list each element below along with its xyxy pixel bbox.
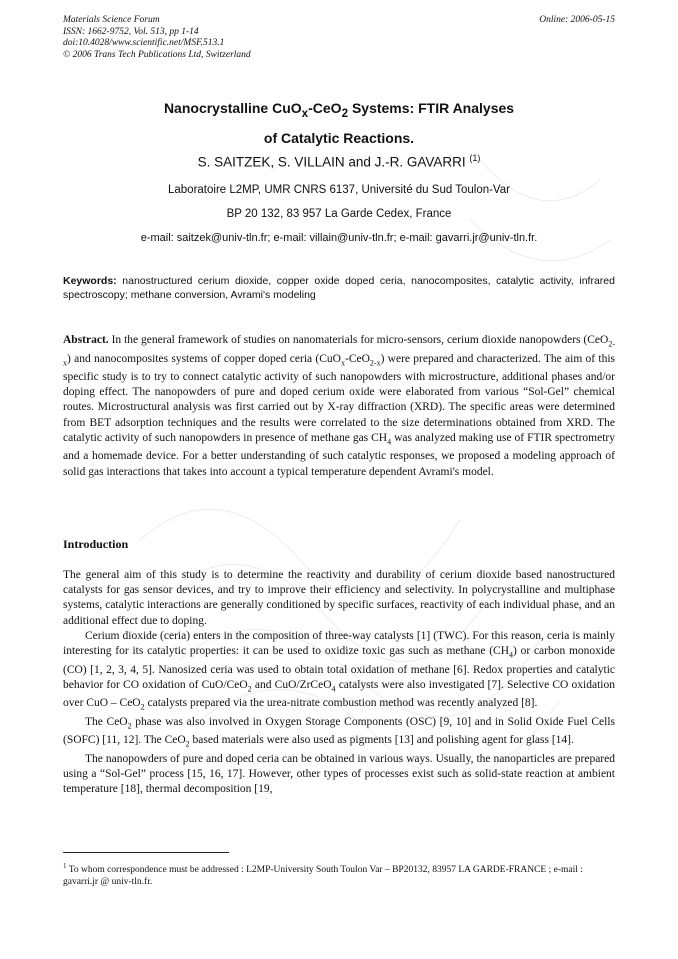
- text: The CeO: [85, 715, 128, 728]
- text: phase was also involved in Oxygen Storage Components (OSC) [9, 10] and in Solid Oxide Fuel Cells (SOFC) [11, 12]. The CeO: [63, 715, 615, 747]
- subscript: 4: [509, 650, 513, 660]
- issn-line: ISSN: 1662-9752, Vol. 513, pp 1-14: [63, 26, 199, 37]
- abstract-label: Abstract.: [63, 334, 109, 346]
- subscript: 2: [185, 739, 190, 749]
- text: based materials were also used as pigments [13] and polishing agent for glass [14].: [189, 734, 574, 747]
- subscript: x: [340, 357, 345, 367]
- section-heading-introduction: Introduction: [63, 537, 129, 551]
- author-footnote-mark: (1): [469, 153, 481, 163]
- abstract-text: -CeO: [344, 352, 370, 365]
- author-names: S. SAITZEK, S. VILLAIN and J.-R. GAVARRI: [197, 154, 466, 170]
- subscript: 2: [140, 702, 145, 712]
- text: ) or carbon monoxide (CO) [1, 2, 3, 4, 5]. Nanosized ceria was used to obtain total oxidation of methane [6]. Redox properties and catalytic behavior for CO oxidation of CuO/CeO: [63, 645, 615, 691]
- copyright-line: © 2006 Trans Tech Publications Ltd, Switzerland: [63, 49, 251, 60]
- doi-line: doi:10.4028/www.scientific.net/MSF.513.1: [63, 38, 225, 48]
- title-part: Systems: FTIR Analyses: [348, 100, 515, 116]
- affiliation-line-1: Laboratoire L2MP, UMR CNRS 6137, Université du Sud Toulon-Var: [168, 184, 510, 196]
- keywords-text: nanostructured cerium dioxide, copper oxide doped ceria, nanocomposites, catalytic activity, infrared spectroscopy; methane conversion, Avrami's modeling: [63, 275, 615, 301]
- text: catalysts were also investigated [7]. Selective CO oxidation over CuO – CeO: [63, 678, 615, 710]
- subscript: 4: [387, 437, 392, 447]
- introduction-body: [63, 568, 615, 797]
- journal-name: Materials Science Forum: [63, 15, 160, 25]
- subscript: 2-x: [369, 357, 381, 367]
- footnote-divider: [63, 852, 229, 853]
- abstract-text: In the general framework of studies on nanomaterials for micro-sensors, cerium dioxide nanopowders (CeO: [108, 334, 609, 346]
- subscript: 4: [331, 684, 336, 694]
- paragraph: [63, 629, 615, 715]
- paragraph: [63, 715, 615, 752]
- text: Cerium dioxide (ceria) enters in the composition of three-way catalysts [1] (TWC). For this reason, ceria is mainly interesting for its catalytic properties: it can be used to oxidize toxic gas such as methane (CH: [63, 629, 615, 658]
- title-part: Nanocrystalline CuO: [163, 100, 302, 116]
- keywords-label: Keywords:: [63, 275, 117, 287]
- title-subscript: 2: [341, 106, 349, 120]
- subscript: 2: [127, 721, 132, 731]
- author-emails: e-mail: saitzek@univ-tln.fr; e-mail: villain@univ-tln.fr; e-mail: gavarri.jr@univ-tln.fr.: [140, 232, 538, 244]
- abstract: [63, 333, 615, 480]
- footnote: [63, 860, 615, 888]
- subscript: 2-x: [63, 339, 615, 367]
- paper-title: [63, 96, 615, 151]
- title-subscript: x: [301, 106, 309, 120]
- journal-header: [63, 15, 615, 61]
- affiliation-line-2: BP 20 132, 83 957 La Garde Cedex, France: [226, 208, 452, 220]
- abstract-text: ) were prepared and characterized. The aim of this specific study is to try to connect catalytic activity of such nanopowders with microstructure, additional phases and/or doping effect. The nanopowders of pure and doped cerium oxide were elaborated from various “Sol-Gel” chemical routes. Microstructural analysis was first carried out by X-ray diffraction (XRD). The specific areas were determined from BET adsorption techniques and the results were correlated to the size determinations obtained from XRD. The catalytic activity of such nanopowders in presence of methane gas CH: [63, 352, 615, 444]
- paragraph: The nanopowders of pure and doped ceria can be obtained in various ways. Usually, the nanoparticles are prepared using a “Sol-Gel” process [15, 16, 17]. However, other types of processes exist such as solid-state reaction at ambient temperature [18], thermal decomposition [19,: [63, 752, 615, 796]
- title-part: -CeO: [308, 100, 342, 116]
- title-line-2: of Catalytic Reactions.: [263, 129, 415, 146]
- affiliation: [63, 178, 615, 250]
- keywords: [63, 274, 615, 302]
- subscript: 2: [247, 684, 252, 694]
- author-list: [63, 149, 615, 172]
- text: and CuO/ZrCeO: [251, 678, 332, 691]
- footnote-text: To whom correspondence must be addressed : L2MP-University South Toulon Var – BP20132, 83957 LA GARDE-FRANCE ; e-mail : gavarri.jr @ univ-tln.fr.: [63, 865, 583, 888]
- abstract-text: was analyzed making use of FTIR spectrometry and a homemade device. For a better understanding of such catalytic responses, we proposed a modeling approach of solid gas interactions that takes into account a typical temperature dependent Avrami's model.: [63, 431, 615, 478]
- footnote-mark: 1: [63, 862, 67, 870]
- paragraph: The general aim of this study is to determine the reactivity and durability of cerium dioxide based nanostructured catalysts for gas sensor devices, and try to improve their efficiency and selectivity. In polycrystalline and multiphase systems, catalytic interactions are generally conditioned by specific surfaces, reactivity of each individual phase, and an additional effect due to doping.: [63, 569, 615, 627]
- abstract-text: ) and nanocomposites systems of copper doped ceria (CuO: [67, 352, 341, 365]
- online-date: Online: 2006-05-15: [539, 15, 615, 25]
- text: catalysts prepared via the urea-nitrate combustion method was recently analyzed [8].: [144, 697, 538, 710]
